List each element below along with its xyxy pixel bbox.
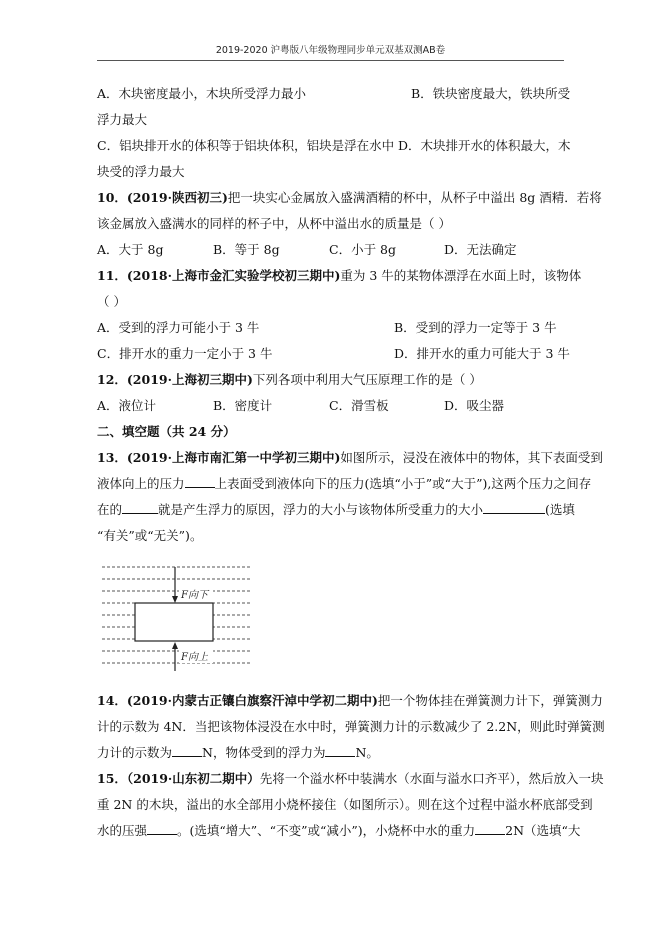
q15-source: 15．（2019·山东初二期中） — [97, 771, 260, 786]
q9-option-c: C．铝块排开水的体积等于铝块体积，铝块是浮在水中 — [97, 138, 395, 153]
q14-line-1 — [97, 692, 603, 710]
q11-stem: 重为 3 牛的某物体漂浮在水面上时，该物体 — [340, 268, 582, 283]
q12-option-a: A．液位计 — [97, 398, 157, 413]
q13-text-3b: 就是产生浮力的原因，浮力的大小与该物体所受重力的大小 — [158, 502, 484, 517]
submerged-block — [135, 603, 213, 641]
q10-option-c: C．小于 8g — [329, 242, 396, 257]
buoyancy-figure — [102, 563, 252, 673]
q13-text-1: 如图所示，浸没在液体中的物体，其下表面受到 — [340, 450, 603, 465]
q9-option-d-cont: 块受的浮力最大 — [97, 164, 185, 179]
section-title: 二、填空题（共 24 分） — [97, 424, 236, 439]
q13-blank-2[interactable] — [122, 501, 158, 514]
q13-source: 13．(2019·上海市南汇第一中学初三期中) — [97, 450, 341, 465]
q15-text-2: 重 2N 的木块，溢出的水全部用小烧杯接住（如图所示）。则在这个过程中溢水杯底部受到 — [97, 797, 593, 812]
q12-option-b: B．密度计 — [213, 398, 273, 413]
q12-stem: 下列各项中利用大气压原理工作的是（ ） — [252, 372, 482, 387]
q14-text-3c: N。 — [355, 745, 379, 760]
q12-line-1 — [97, 371, 482, 389]
q14-text-1: 把一个物体挂在弹簧测力计下，弹簧测力 — [377, 693, 603, 708]
q15-blank-1[interactable] — [147, 822, 177, 835]
q15-text-1: 先将一个溢水杯中装满水（水面与溢水口齐平），然后放入一块 — [259, 771, 604, 786]
q13-text-2a: 液体向上的压力 — [97, 476, 185, 491]
q13-blank-1[interactable] — [185, 475, 215, 488]
q15-text-3a: 水的压强 — [97, 823, 148, 838]
page-header: 2019-2020 沪粤版八年级物理同步单元双基双测AB卷 — [215, 45, 446, 56]
q14-line-3 — [97, 744, 379, 762]
q13-text-4: “有关”或“无关”)。 — [97, 528, 203, 543]
q10-stem: 把一块实心金属放入盛满酒精的杯中，从杯子中溢出 8g 酒精．若将 — [227, 190, 602, 205]
q10-source: 10．(2019·陕西初三) — [97, 190, 228, 205]
q12-option-d: D．吸尘器 — [444, 398, 505, 413]
q10-stem-cont: 该金属放入盛满水的同样的杯子中，从杯中溢出水的质量是（ ） — [97, 216, 451, 231]
q9-option-a: A．木块密度最小，木块所受浮力最小 — [97, 86, 307, 101]
q11-option-b: B．受到的浮力一定等于 3 牛 — [394, 320, 557, 335]
q13-line-2 — [97, 475, 591, 493]
q15-line-1 — [97, 770, 604, 788]
q11-line-1 — [97, 267, 581, 285]
q10-option-d: D．无法确定 — [444, 242, 517, 257]
q9-option-d: D．木块排开水的体积最大，木 — [398, 138, 571, 153]
q14-source: 14．(2019·内蒙古正镶白旗察汗淖中学初二期中) — [97, 693, 378, 708]
q11-source: 11．(2018·上海市金汇实验学校初三期中) — [97, 268, 341, 283]
q13-text-3a: 在的 — [97, 502, 123, 517]
q9-option-b: B．铁块密度最大，铁块所受 — [411, 86, 571, 101]
q14-blank-2[interactable] — [325, 744, 355, 757]
q12-option-c: C．滑雪板 — [329, 398, 389, 413]
q15-blank-2[interactable] — [475, 822, 505, 835]
label-force-up: F向上 — [181, 652, 208, 663]
q10-line-1 — [97, 189, 602, 207]
q11-option-c: C．排开水的重力一定小于 3 牛 — [97, 346, 273, 361]
q13-blank-3[interactable] — [483, 501, 545, 514]
q9-option-b-cont: 浮力最大 — [97, 112, 148, 127]
q13-line-3 — [97, 501, 575, 519]
q13-text-3c: (选填 — [545, 502, 575, 517]
q11-option-d: D．排开水的重力可能大于 3 牛 — [394, 346, 570, 361]
q13-line-1 — [97, 449, 603, 467]
label-force-down: F向下 — [181, 590, 208, 601]
q13-text-2b: 上表面受到液体向下的压力(选填“小于”或“大于”),这两个压力之间存 — [214, 476, 592, 491]
q12-source: 12．(2019·上海初三期中) — [97, 372, 253, 387]
q10-option-a: A．大于 8g — [97, 242, 164, 257]
q15-line-3 — [97, 822, 580, 840]
header-divider — [97, 60, 564, 61]
q15-text-3c: 2N（选填“大 — [505, 823, 581, 838]
q14-text-3a: 力计的示数为 — [97, 745, 173, 760]
q11-option-a: A．受到的浮力可能小于 3 牛 — [97, 320, 260, 335]
q15-text-3b: 。(选填“增大”、“不变”或“减小”)，小烧杯中水的重力 — [177, 823, 476, 838]
q10-option-b: B．等于 8g — [213, 242, 280, 257]
q11-stem-cont: （ ） — [97, 294, 126, 309]
q14-blank-1[interactable] — [172, 744, 202, 757]
q14-text-3b: N，物体受到的浮力为 — [202, 745, 326, 760]
q14-text-2: 计的示数为 4N．当把该物体浸没在水中时，弹簧测力计的示数减少了 2.2N，则此时弹簧测 — [97, 719, 605, 734]
